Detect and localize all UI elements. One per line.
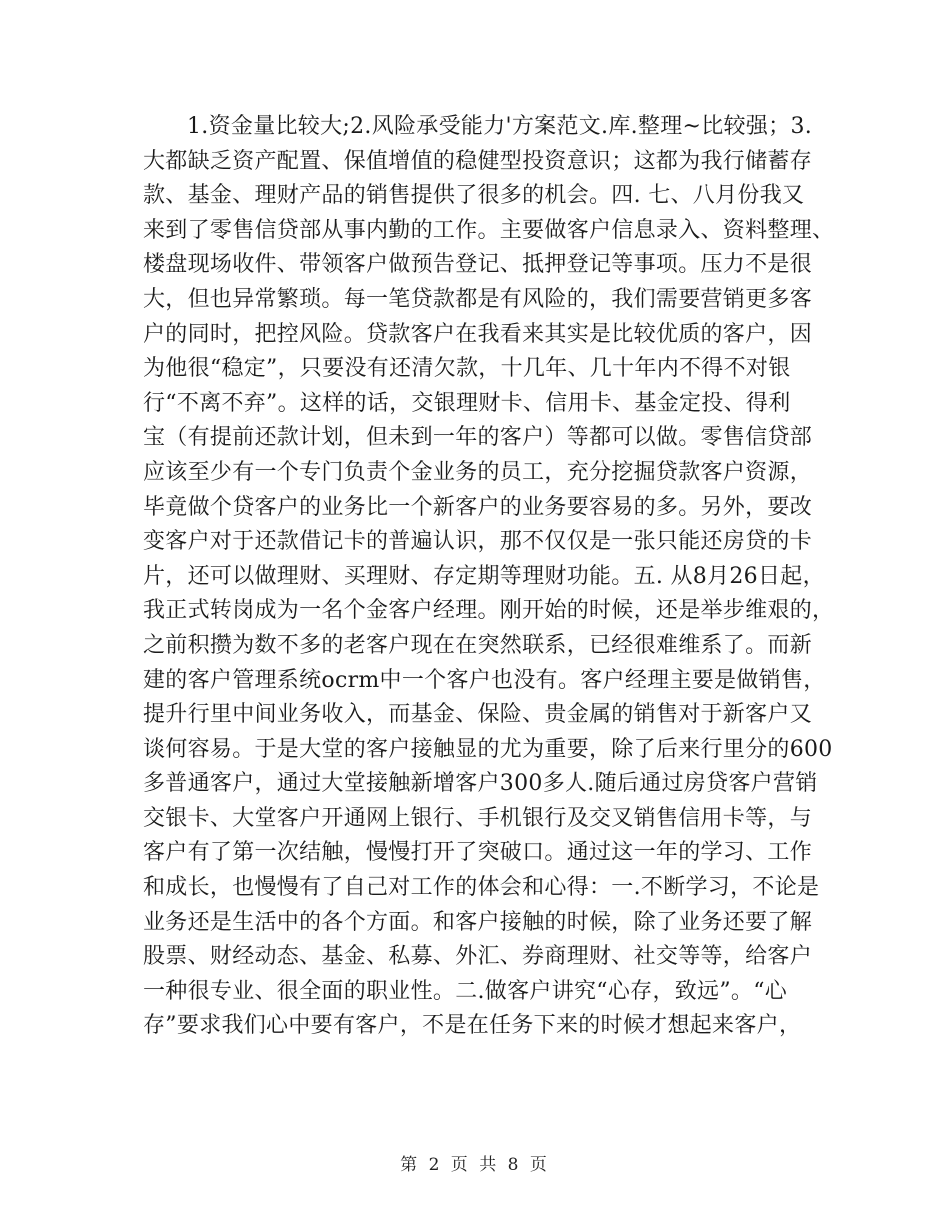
text-line: 之前积攒为数不多的老客户现在在突然联系，已经很难维系了。而新	[143, 632, 813, 658]
text-line: 来到了零售信贷部从事内勤的工作。主要做客户信息录入、资料整理、	[143, 217, 835, 243]
text-line: 变客户对于还款借记卡的普遍认识，那不仅仅是一张只能还房贷的卡	[143, 529, 813, 555]
text-line: 谈何容易。于是大堂的客户接触显的尤为重要，除了后来行里分的600	[143, 736, 833, 762]
text-line: 建的客户管理系统ocrm中一个客户也没有。客户经理主要是做销售，	[143, 667, 826, 693]
text-line: 为他很“稳定”，只要没有还清欠款，十几年、几十年内不得不对银	[143, 356, 791, 382]
text-line: 存”要求我们心中要有客户，不是在任务下来的时候才想起来客户，	[143, 1013, 802, 1039]
text-line: 客户有了第一次结触，慢慢打开了突破口。通过这一年的学习、工作	[143, 840, 813, 866]
text-line: 款、基金、理财产品的销售提供了很多的机会。四. 七、八月份我又	[143, 183, 805, 209]
text-line: 我正式转岗成为一名个金客户经理。刚开始的时候，还是举步维艰的，	[143, 598, 835, 624]
text-line: 交银卡、大堂客户开通网上银行、手机银行及交叉销售信用卡等，与	[143, 805, 813, 831]
text-line: 业务还是生活中的各个方面。和客户接触的时候，除了业务还要了解	[143, 909, 813, 935]
text-line: 户的同时，把控风险。贷款客户在我看来其实是比较优质的客户，因	[143, 321, 813, 347]
text-line: 宝（有提前还款计划，但未到一年的客户）等都可以做。零售信贷部	[143, 425, 813, 451]
text-line: 1.资金量比较大;2.风险承受能力'方案范文.库.整理~比较强；3.	[187, 114, 813, 139]
text-line: 多普通客户，通过大堂接触新增客户300多人.随后通过房贷客户营销	[143, 771, 818, 797]
page-number-footer: 第 2 页 共 8 页	[400, 1155, 550, 1175]
text-line: 股票、财经动态、基金、私募、外汇、券商理财、社交等等，给客户	[143, 944, 813, 970]
text-line: 片，还可以做理财、买理财、存定期等理财功能。五. 从8月26日起，	[143, 563, 825, 589]
text-line: 应该至少有一个专门负责个金业务的员工，充分挖掘贷款客户资源，	[143, 459, 813, 485]
text-line: 大，但也异常繁琐。每一笔贷款都是有风险的，我们需要营销更多客	[143, 286, 813, 312]
text-line: 提升行里中间业务收入，而基金、保险、贵金属的销售对于新客户又	[143, 702, 813, 728]
text-line: 大都缺乏资产配置、保值增值的稳健型投资意识；这都为我行储蓄存	[143, 148, 813, 174]
text-line: 和成长，也慢慢有了自己对工作的体会和心得：一.不断学习，不论是	[143, 875, 820, 901]
text-line: 行“不离不弃”。这样的话，交银理财卡、信用卡、基金定投、得利	[143, 390, 791, 416]
text-line: 毕竟做个贷客户的业务比一个新客户的业务要容易的多。另外，要改	[143, 494, 813, 520]
text-line: 一种很专业、很全面的职业性。二.做客户讲究“心存，致远”。“心	[143, 978, 788, 1004]
text-line: 楼盘现场收件、带领客户做预告登记、抵押登记等事项。压力不是很	[143, 252, 813, 278]
body-text	[143, 110, 835, 1044]
